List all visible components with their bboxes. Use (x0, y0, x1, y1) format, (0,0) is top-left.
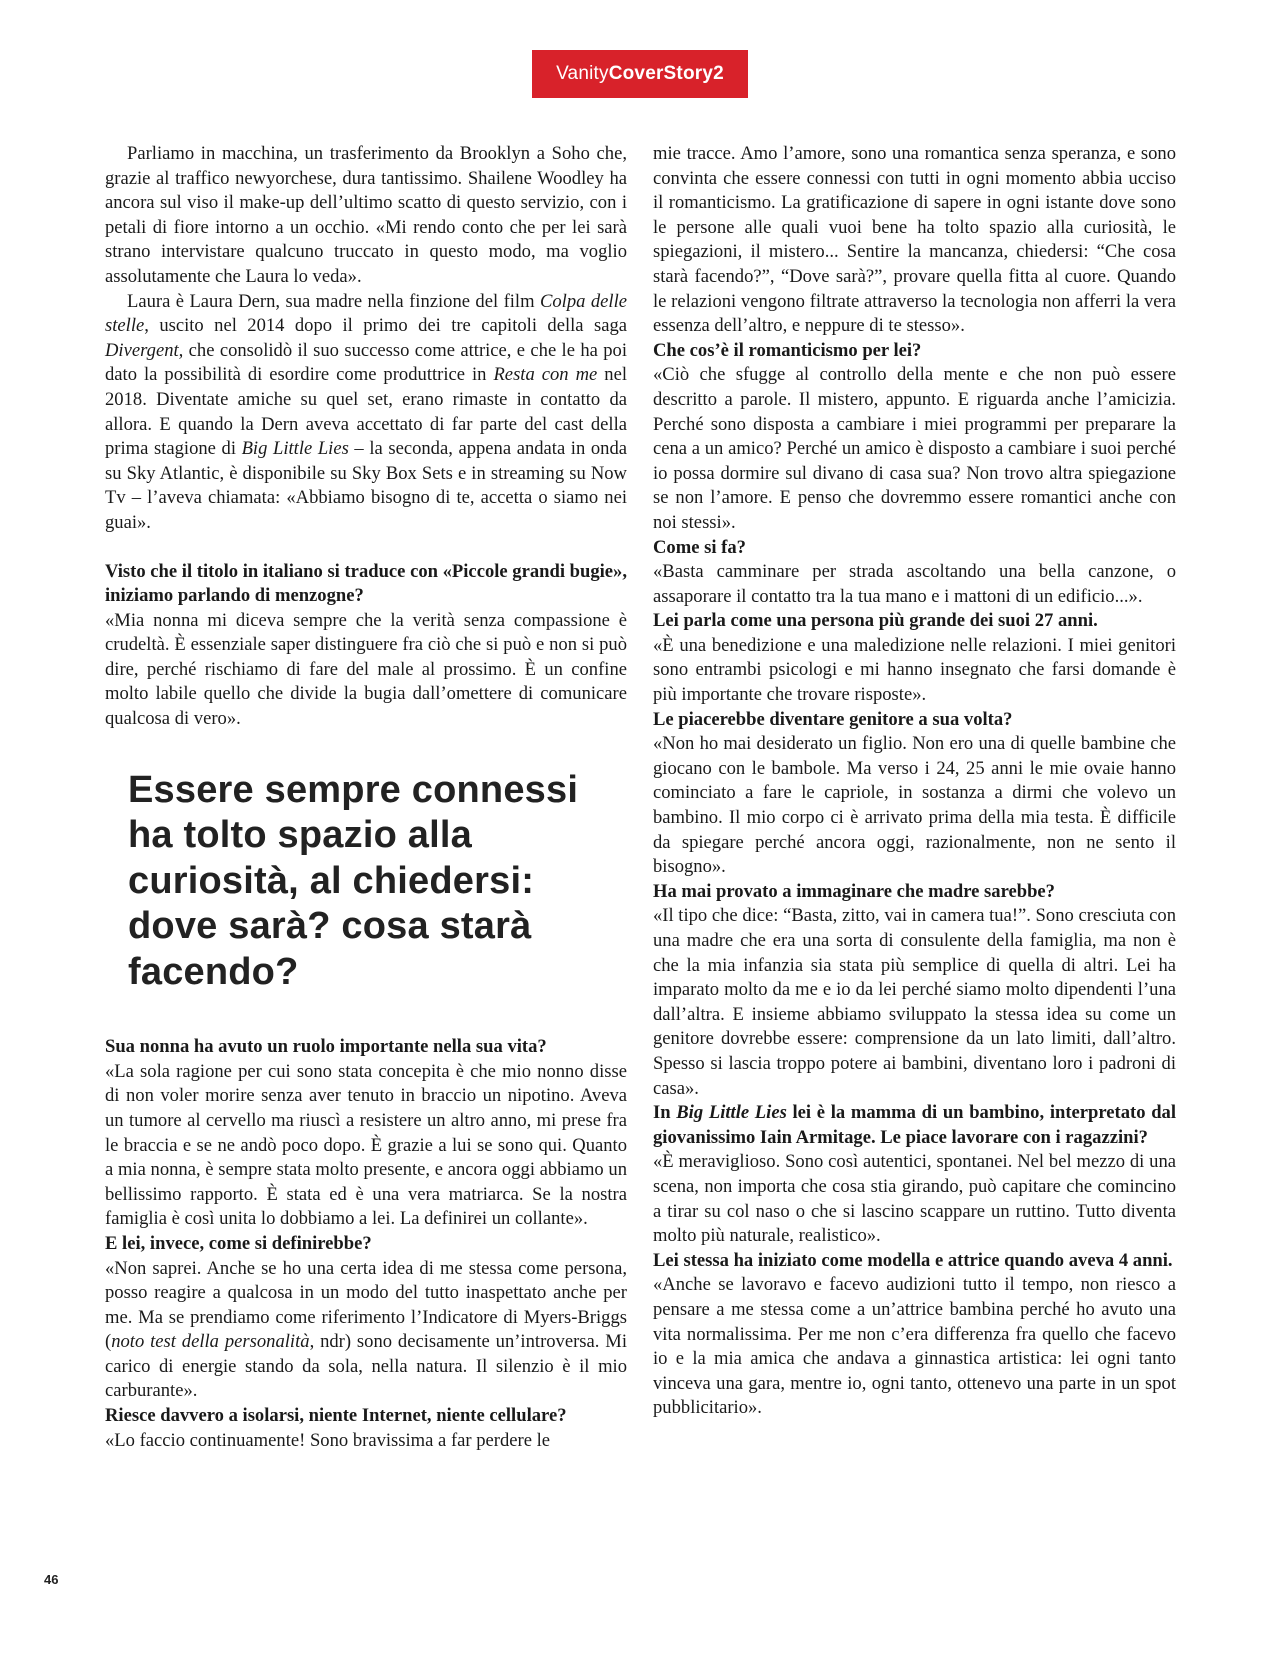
section-tag (532, 50, 748, 98)
interview-answer: «Il tipo che dice: “Basta, zitto, vai in camera tua!”. Sono cresciuta con una madre che era una sorta di consulente della famiglia, ma non è che la mia infanzia sia stata più semplice di quella di altri. Lei ha imparato molto da me e io da lei perché siamo molto dipendenti l’una dall’altra. E insieme abbiamo sviluppato la stessa idea su come un genitore dovrebbe essere: comprensione da un lato limiti, dall’altro. Spesso si lascia troppo potere ai bambini, diventano loro i padroni di casa». (653, 905, 1177, 1099)
interview-answer: «Anche se lavoravo e facevo audizioni tutto il tempo, non riesco a pensare a me stessa come a un’attrice bambina perché ho avuto una vita normalissima. Per me non c’era differenza fra quello che facevo io e la mia amica che andava a ginnastica artistica: lei ogni tanto vinceva una gara, mentre io, ogni tanto, ottenevo una parte in un spot pubblicitario». (653, 1274, 1176, 1419)
interview-question: In Big Little Lies lei è la mamma di un bambino, interpretato dal giovanissimo Iain Armitage. Le piace lavorare con i ragazzini? (653, 1102, 1177, 1148)
interview-answer: «La sola ragione per cui sono stata concepita è che mio nonno disse di non voler morire senza aver tenuto in braccio un nipotino. Aveva un tumore al cervello ma riuscì a resistere un altro anno, mi prese fra le braccia e se ne andò poco dopo. È grazie a lui se sono qui. Quanto a mia nonna, è sempre stata molto presente, e ancora oggi abbiamo un bellissimo rapporto. È stata ed è una vera matriarca. Se la nostra famiglia è così unita lo dobbiamo a lei. La definirei un collante». (105, 1060, 627, 1230)
interview-answer: «Non ho mai desiderato un figlio. Non ero una di quelle bambine che giocano con le bambole. Ma verso i 24, 25 anni le mie ovaie hanno cominciato a fare le capriole, in sostanza a dirmi che volevo un bambino. Il mio corpo ci è arrivato prima della mia testa. È difficile da spiegare perché ancora oggi, razionalmente, non ne sento il bisogno». (653, 733, 1176, 878)
interview-question: Sua nonna ha avuto un ruolo importante nella sua vita? (105, 1036, 547, 1058)
interview-answer: «Ciò che sfugge al controllo della mente e che non può essere descritto a parole. Il mistero, appunto. E riguarda anche l’amicizia. Perché sono disposta a cambiare i miei programmi per preparare la cena a un amico? Perché un amico è disposto a cambiare i suoi perché io possa dormire sul divano di casa sua? Non trovo altra spiegazione se non l’amore. E penso che dovremmo essere romantici anche con noi stessi». (653, 364, 1176, 533)
interview-question: Ha mai provato a immaginare che madre sarebbe? (653, 880, 1055, 902)
page-number: 46 (44, 1572, 59, 1587)
interview-answer: «È meraviglioso. Sono così autentici, spontanei. Nel bel mezzo di una scena, non importa che cosa stia girando, può capitare che comincino a tirar su col naso o che si lascino scappare un ruttino. Tutto diventa molto più naturale, realistico». (653, 1151, 1176, 1247)
section-tag-number: 2 (713, 63, 724, 84)
interview-answer: «Lo faccio continuamente! Sono bravissima a far perdere le (105, 1429, 551, 1451)
interview-question: E lei, invece, come si definirebbe? (105, 1232, 372, 1254)
interview-question: Lei parla come una persona più grande dei suoi 27 anni. (653, 610, 1098, 632)
interview-answer: «È una benedizione e una maledizione nelle relazioni. I miei genitori sono entrambi psicologi e mi hanno insegnato che farsi domande è più importante che trovare risposte». (653, 634, 1176, 706)
interview-answer: «Basta camminare per strada ascoltando una bella canzone, o assaporare il contatto tra la tua mano e i mattoni di un edificio...». (653, 561, 1176, 607)
interview-question: Visto che il titolo in italiano si traduce con «Piccole grandi bugie», iniziamo parlando di menzogne? (105, 560, 627, 607)
intro-paragraph: Parliamo in macchina, un trasferimento da Brooklyn a Soho che, grazie al traffico newyorchese, dura tantissimo. Shailene Woodley ha ancora sul viso il make-up dell’ultimo scatto di questo servizio, con i petali di fiore intorno a un occhio. «Mi rendo conto che per lei sarà strano intervistare qualcuno truccato in questo modo, ma voglio assolutamente che Laura lo veda». (105, 143, 627, 287)
interview-answer: mie tracce. Amo l’amore, sono una romantica senza speranza, e sono convinta che essere connessi con tutti in ogni momento abbia ucciso il romanticismo. La gratificazione di sapere in ogni istante dove sono le persone alle quali vuoi bene ha tolto spazio alla curiosità, le spiegazioni, il mistero... Sentire la mancanza, chiedersi: “Che cosa starà facendo?”, “Dove sarà?”, provare quella fitta al cuore. Quando le relazioni vengono filtrate attraverso la tecnologia non afferri la vera essenza dell’altro, e neppure di te stesso». (653, 143, 1176, 337)
article-column-right (653, 142, 1176, 1421)
interview-answer: «Non saprei. Anche se ho una certa idea di me stessa come persona, posso reagire a qualcosa in un modo del tutto inaspettato anche per me. Ma se prendiamo come riferimento l’Indicatore di Myers-Briggs (noto test della personalità, ndr) sono decisamente un’introversa. Mi carico di energie stando da sola, nella natura. Il silenzio è il mio carburante». (105, 1257, 627, 1402)
interview-answer: «Mia nonna mi diceva sempre che la verità senza compassione è crudeltà. È essenziale saper distinguere fra ciò che si può e non si può dire, perché rischiamo di fare del male al prossimo. È un confine molto labile quello che divide la bugia dall’omettere di comunicare qualcosa di vero». (105, 609, 627, 730)
pull-quote: Essere sempre connessi ha tolto spazio alla curiosità, al chiedersi: dove sarà? cosa starà facendo? (128, 768, 579, 993)
interview-question: Riesce davvero a isolarsi, niente Internet, niente cellulare? (105, 1405, 567, 1427)
interview-question: Lei stessa ha iniziato come modella e attrice quando aveva 4 anni. (653, 1249, 1173, 1271)
interview-question: Le piacerebbe diventare genitore a sua volta? (653, 708, 1013, 730)
section-tag-brand: Vanity (556, 63, 609, 84)
article-column-left (105, 142, 627, 1453)
section-tag-title: CoverStory (608, 63, 714, 84)
interview-question: Che cos’è il romanticismo per lei? (653, 339, 922, 361)
interview-question: Come si fa? (653, 536, 746, 558)
intro-paragraph-2: Laura è Laura Dern, sua madre nella finzione del film Colpa delle stelle, uscito nel 2014 dopo il primo dei tre capitoli della saga Divergent, che consolidò il suo successo come attrice, e che le ha poi dato la possibilità di esordire come produttrice in Resta con me nel 2018. Diventate amiche su quel set, erano rimaste in contatto da allora. E quando la Dern aveva accettato di far parte del cast della prima stagione di Big Little Lies – la seconda, appena andata in onda su Sky Atlantic, è disponibile su Sky Box Sets e in streaming su Now Tv – l’aveva chiamata: «Abbiamo bisogno di te, accetta o siamo nei guai». (105, 290, 628, 533)
